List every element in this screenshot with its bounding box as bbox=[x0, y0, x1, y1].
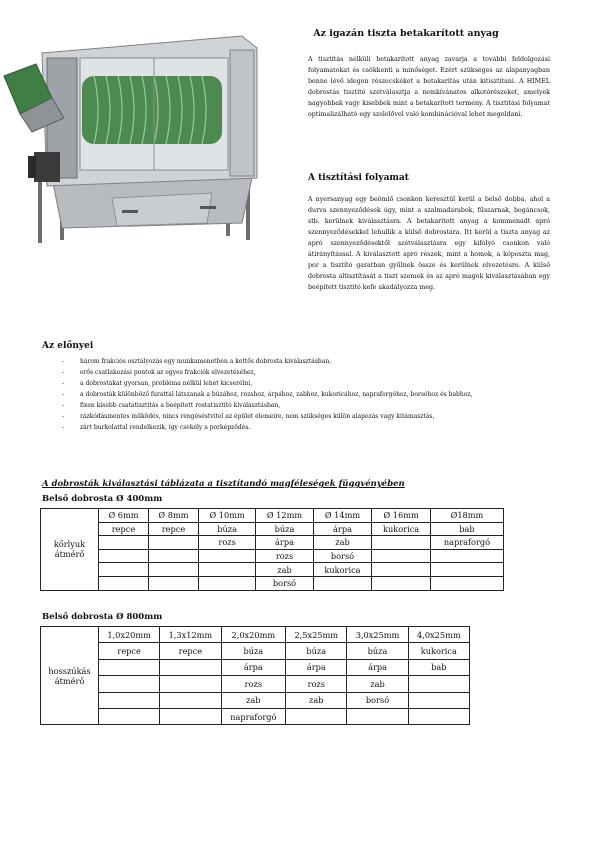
table-cell bbox=[99, 576, 149, 590]
table-cell bbox=[148, 563, 198, 577]
table-cell bbox=[198, 576, 255, 590]
table-cell bbox=[160, 659, 221, 675]
column-header: 2,0x20mm bbox=[221, 627, 286, 643]
column-header: Ø 6mm bbox=[99, 509, 149, 523]
table-cell bbox=[408, 692, 469, 708]
table-cell bbox=[313, 576, 372, 590]
table-row bbox=[41, 522, 504, 536]
table-cell: zab bbox=[347, 676, 408, 692]
table-cell: rozs bbox=[256, 549, 313, 563]
table-cell: zab bbox=[221, 692, 286, 708]
table-cell bbox=[408, 708, 469, 724]
advantage-item: - a dobrostákat gyorsan, probléma nélkül lehet kicserélni, bbox=[62, 378, 554, 389]
column-header: 3,0x25mm bbox=[347, 627, 408, 643]
table1-title: Belső dobrosta Ø 400mm bbox=[42, 494, 163, 504]
advantages-list bbox=[62, 356, 554, 433]
table-cell bbox=[372, 536, 431, 550]
table-cell: repce bbox=[99, 522, 149, 536]
row-label: kőrlyuk átmérő bbox=[41, 509, 99, 591]
process-paragraph: A nyersanyag egy beömlő csonkon keresztül kerül a belső dobba, ahol a durva szennyeződések úgy, mint a szalmadarabok, fűszarnak, bogáncsok, stb. kerülnek kiválasztásra. A betakarított anyag a kommenadt apró szennyeződésekkel lehullik a külső dobrostára. Itt kerül a tiszta anyag az apró szennyeződésektől szétválasztásra egy kifolyó csonkon való átirányítással. A kiválasztott apró részek, mint a homok, a kóposzta mag, por a tisztító garatban gyűlnek össze és kerülnek elvezetésre. A külső dobrosta altisztítását a tiszt szemek és az apró magok kiválasztásában egy beépített tisztító kefe akadályozza meg. bbox=[308, 196, 550, 291]
process-title: A tisztítási folyamat bbox=[308, 173, 409, 183]
table-cell: búza bbox=[347, 643, 408, 659]
table-row bbox=[41, 576, 504, 590]
table-cell: árpa bbox=[256, 536, 313, 550]
machine-photo bbox=[2, 28, 270, 248]
table-800mm bbox=[40, 626, 470, 725]
table-cell: napraforgó bbox=[221, 708, 286, 724]
table-cell: búza bbox=[198, 522, 255, 536]
intro-paragraph: A tisztítás nélküli betakarított anyag zavarja a további feldolgozási folyamatokat és csökkenti a minőséget. Ezért szükséges az alapanyagban benne lévő idegen részecskéket a betakarítás után kitisztítani. A HIMEL dobrostás tisztító szétválasztja a nemkívánatos alkotórészeket, amelyek nagyobbak vagy kisebbek mint a betakarított termény. A tisztítási folyamat optimalizálható egy szelelővel való kombinációval lehet megoldani. bbox=[308, 56, 550, 118]
column-header: Ø 8mm bbox=[148, 509, 198, 523]
table-cell bbox=[99, 563, 149, 577]
table-cell: árpa bbox=[221, 659, 286, 675]
table-cell bbox=[372, 549, 431, 563]
table-cell bbox=[347, 708, 408, 724]
advantages-title: Az előnyei bbox=[42, 341, 94, 351]
table-cell bbox=[160, 676, 221, 692]
table-section-title: A dobrosták kiválasztási táblázata a tisztítandó magféleségek függvényében bbox=[42, 479, 405, 489]
row-label: hosszúkás átmérő bbox=[41, 627, 99, 725]
table-cell: rozs bbox=[198, 536, 255, 550]
column-header: 1,0x20mm bbox=[99, 627, 160, 643]
table-row bbox=[41, 563, 504, 577]
table-cell: árpa bbox=[347, 659, 408, 675]
table-cell: bab bbox=[430, 522, 503, 536]
table-cell: rozs bbox=[221, 676, 286, 692]
table-cell bbox=[430, 576, 503, 590]
table-cell bbox=[99, 659, 160, 675]
table-cell bbox=[372, 563, 431, 577]
column-header: 4,0x25mm bbox=[408, 627, 469, 643]
table-row bbox=[41, 676, 470, 692]
table-cell: repce bbox=[148, 522, 198, 536]
table-cell: búza bbox=[256, 522, 313, 536]
table-cell: zab bbox=[256, 563, 313, 577]
table-cell bbox=[372, 576, 431, 590]
advantage-item: - a dobrosták különböző furattal látszanak a búzához, rozshoz, árpához, zabhoz, kukoricához, napraforgóhoz, borsóhoz és babhoz, bbox=[62, 389, 554, 400]
table-cell: kukorica bbox=[313, 563, 372, 577]
table-row bbox=[41, 692, 470, 708]
table-row bbox=[41, 643, 470, 659]
table-cell: kukorica bbox=[372, 522, 431, 536]
table-cell bbox=[286, 708, 347, 724]
table-row bbox=[41, 549, 504, 563]
table-cell bbox=[99, 692, 160, 708]
column-header: Ø 14mm bbox=[313, 509, 372, 523]
table-row bbox=[41, 659, 470, 675]
table-cell: búza bbox=[286, 643, 347, 659]
table-cell bbox=[148, 536, 198, 550]
table-cell: bab bbox=[408, 659, 469, 675]
table-cell bbox=[99, 676, 160, 692]
column-header: Ø 16mm bbox=[372, 509, 431, 523]
table-cell: árpa bbox=[286, 659, 347, 675]
table-row bbox=[41, 708, 470, 724]
table-cell: borsó bbox=[313, 549, 372, 563]
column-header: 1,3x12mm bbox=[160, 627, 221, 643]
table-cell bbox=[160, 708, 221, 724]
advantage-item: - rázkódásmentes működés, nincs rengéséstvitel az épület elemeire, nem szükséges külön alapozás vagy kitámasztás, bbox=[62, 411, 554, 422]
column-header: Ø 12mm bbox=[256, 509, 313, 523]
column-header: Ø18mm bbox=[430, 509, 503, 523]
table-cell bbox=[198, 549, 255, 563]
advantage-item: - három frakciós osztályozás egy munkamenetben a kettős dobrosta kiválasztásban, bbox=[62, 356, 554, 367]
table2-title: Belső dobrosta Ø 800mm bbox=[42, 612, 163, 622]
table-cell: napraforgó bbox=[430, 536, 503, 550]
advantage-item: - fixen kisebb csatatisztítás a beépített rostatisztító kiválasztásban, bbox=[62, 400, 554, 411]
column-header: Ø 10mm bbox=[198, 509, 255, 523]
table-cell bbox=[148, 549, 198, 563]
advantages-list-wrapper bbox=[62, 356, 554, 433]
table-cell: repce bbox=[160, 643, 221, 659]
table-row bbox=[41, 536, 504, 550]
process-paragraph-right bbox=[308, 194, 550, 318]
column-header: 2,5x25mm bbox=[286, 627, 347, 643]
advantage-item: - zárt burkolattal rendelkezik, így csekély a porképződés. bbox=[62, 422, 554, 433]
table-cell bbox=[99, 549, 149, 563]
table-cell bbox=[148, 576, 198, 590]
table-cell bbox=[408, 676, 469, 692]
table-cell: borsó bbox=[347, 692, 408, 708]
table-cell: borsó bbox=[256, 576, 313, 590]
table-cell bbox=[430, 549, 503, 563]
table-cell bbox=[198, 563, 255, 577]
table-cell: rozs bbox=[286, 676, 347, 692]
table-cell bbox=[430, 563, 503, 577]
table-cell: árpa bbox=[313, 522, 372, 536]
table-cell: zab bbox=[313, 536, 372, 550]
table-cell: repce bbox=[99, 643, 160, 659]
table-cell bbox=[99, 536, 149, 550]
table-cell: kukorica bbox=[408, 643, 469, 659]
table-cell bbox=[99, 708, 160, 724]
advantage-item: - erős csatlakozási pontok az egyes frakciók elvezetéséhez, bbox=[62, 367, 554, 378]
table-400mm bbox=[40, 508, 504, 591]
table-cell bbox=[160, 692, 221, 708]
header-title: Az igazán tiszta betakarított anyag bbox=[313, 28, 499, 39]
table-cell: búza bbox=[221, 643, 286, 659]
table-cell: zab bbox=[286, 692, 347, 708]
